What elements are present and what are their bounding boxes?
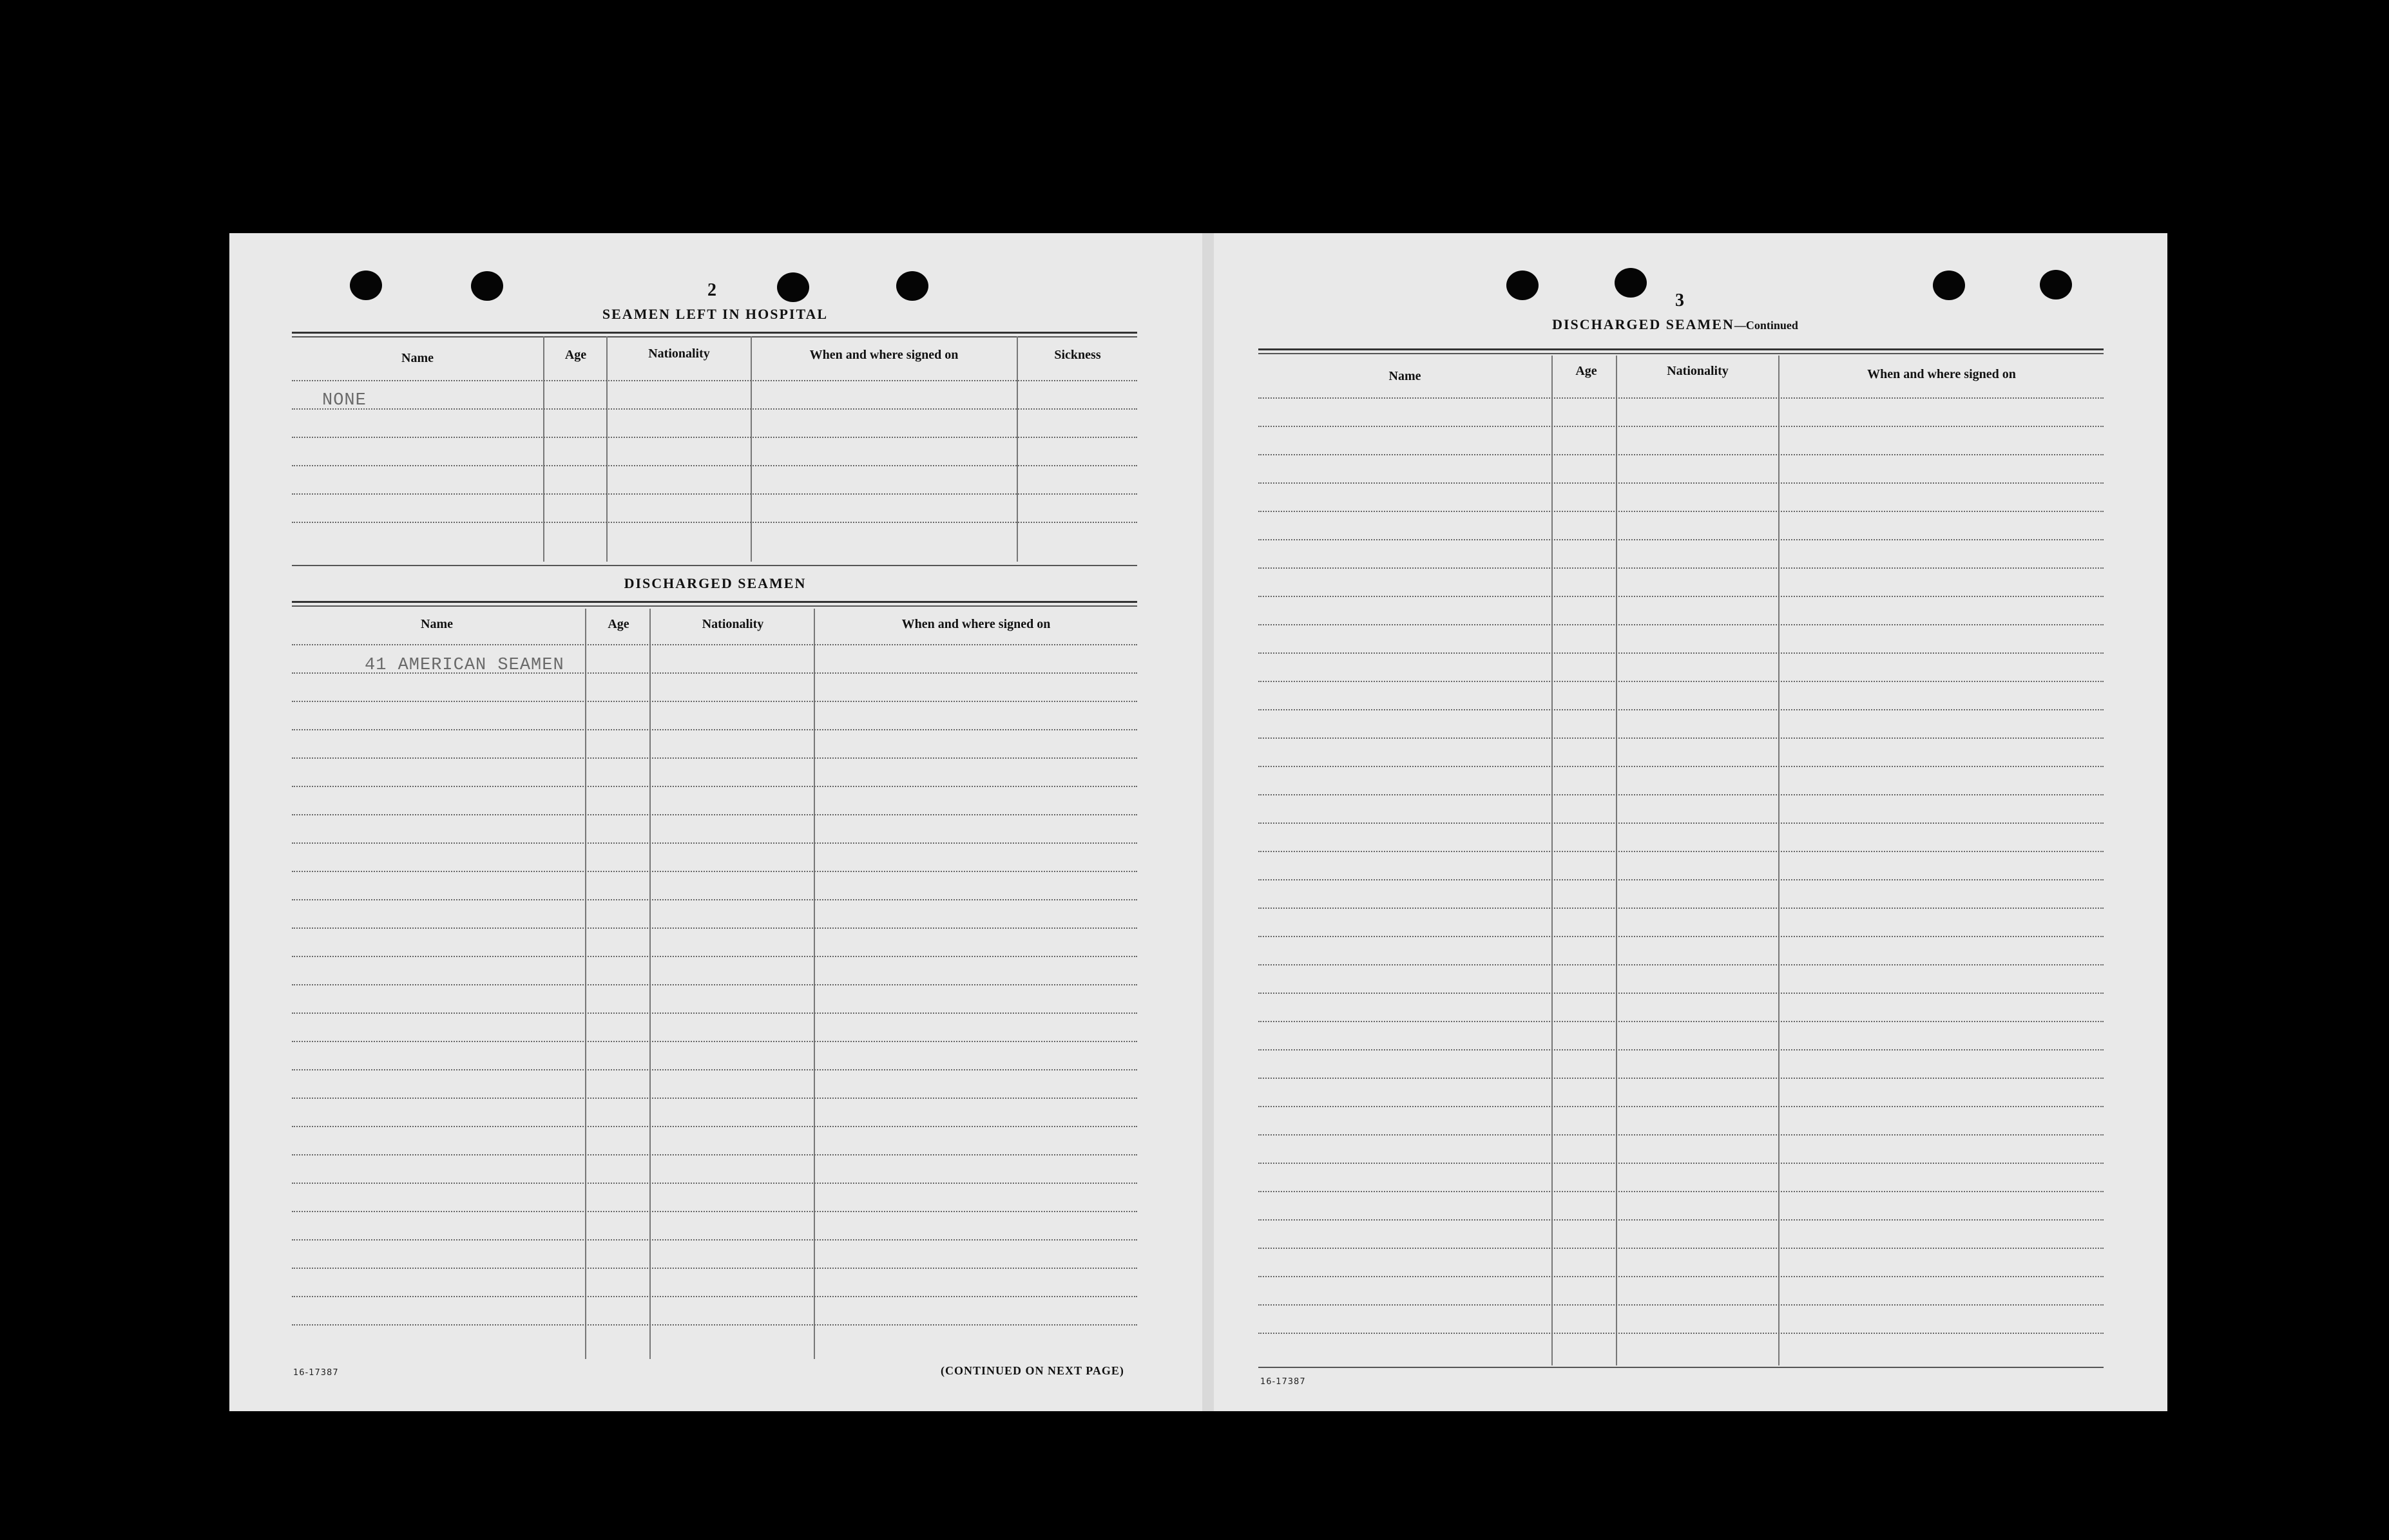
ruled-line <box>292 701 1137 702</box>
ruled-line <box>1258 879 2104 880</box>
ruled-line <box>292 1211 1137 1212</box>
ruled-line <box>1258 1106 2104 1107</box>
rule <box>1258 1367 2104 1368</box>
ruled-line <box>292 1012 1137 1014</box>
discharged-section-title: DISCHARGED SEAMEN <box>624 575 807 591</box>
column-header-age: Age <box>1575 364 1597 378</box>
column-header-name: Name <box>1388 369 1421 383</box>
column-header-sickness: Sickness <box>1054 348 1101 362</box>
ruled-line <box>292 1041 1137 1042</box>
ruled-line <box>1258 1049 2104 1050</box>
ruled-line <box>292 729 1137 730</box>
ruled-line <box>1258 1134 2104 1136</box>
ruled-line <box>1258 1191 2104 1192</box>
ruled-line <box>292 814 1137 815</box>
ruled-line <box>292 493 1137 495</box>
ruled-line <box>1258 426 2104 427</box>
column-header-signed-on: When and where signed on <box>809 348 959 362</box>
ruled-line <box>1258 851 2104 852</box>
column-header-age: Age <box>564 348 587 362</box>
ruled-line <box>292 1239 1137 1241</box>
column-divider <box>606 336 608 562</box>
hospital-entry: NONE <box>322 391 367 410</box>
column-divider <box>1017 336 1018 562</box>
ruled-line <box>1258 737 2104 739</box>
ruled-line <box>292 927 1137 929</box>
column-divider <box>1551 356 1553 1365</box>
rule <box>292 601 1137 603</box>
ruled-line <box>1258 936 2104 937</box>
column-divider <box>1616 356 1617 1365</box>
ruled-line <box>1258 624 2104 625</box>
ruled-line <box>1258 1276 2104 1277</box>
rule <box>292 336 1137 337</box>
ruled-line <box>1258 993 2104 994</box>
punch-hole <box>350 271 382 300</box>
ruled-line <box>292 1069 1137 1070</box>
page-number-left: 2 <box>707 280 716 300</box>
form-code-right: 16-17387 <box>1260 1377 1306 1387</box>
ruled-line <box>1258 1219 2104 1221</box>
ruled-line <box>1258 1163 2104 1164</box>
continued-note: (CONTINUED ON NEXT PAGE) <box>941 1364 1124 1377</box>
ruled-line <box>292 1183 1137 1184</box>
ruled-line <box>292 842 1137 844</box>
rule <box>292 332 1137 334</box>
ruled-line <box>1258 1021 2104 1022</box>
ruled-line <box>1258 1078 2104 1079</box>
ruled-line <box>1258 794 2104 795</box>
rule <box>292 565 1137 566</box>
ruled-line <box>292 408 1137 410</box>
column-header-signed-on: When and where signed on <box>901 617 1051 631</box>
ruled-line <box>292 871 1137 872</box>
left-page <box>229 233 1213 1411</box>
column-divider <box>751 336 752 562</box>
ruled-line <box>1258 596 2104 597</box>
ruled-line <box>292 465 1137 466</box>
column-header-signed-on: When and where signed on <box>1867 367 2016 381</box>
ruled-line <box>292 1296 1137 1297</box>
punch-hole <box>1615 268 1647 298</box>
ruled-line <box>1258 1248 2104 1249</box>
ruled-line <box>292 899 1137 900</box>
punch-hole <box>1933 271 1965 300</box>
ruled-line <box>1258 964 2104 965</box>
ruled-line <box>292 437 1137 438</box>
ruled-line <box>292 757 1137 759</box>
ruled-line <box>1258 567 2104 569</box>
punch-hole <box>2040 270 2072 299</box>
ruled-line <box>292 380 1137 381</box>
ruled-line <box>1258 652 2104 654</box>
ruled-line <box>1258 482 2104 484</box>
punch-hole <box>777 272 809 302</box>
ruled-line <box>292 522 1137 523</box>
ruled-line <box>292 1126 1137 1127</box>
ruled-line <box>1258 454 2104 455</box>
ruled-line <box>1258 1333 2104 1334</box>
column-divider <box>543 336 544 562</box>
right-page-title-suffix: —Continued <box>1734 319 1798 332</box>
column-divider <box>1778 356 1780 1365</box>
punch-hole <box>896 271 928 301</box>
right-page-title <box>1495 316 1856 333</box>
right-page-title-text: DISCHARGED SEAMEN <box>1552 316 1734 332</box>
column-header-name: Name <box>421 617 453 631</box>
punch-hole <box>1506 271 1539 300</box>
ruled-line <box>292 644 1137 645</box>
form-code-left: 16-17387 <box>293 1368 339 1378</box>
hospital-section-title: SEAMEN LEFT IN HOSPITAL <box>602 306 829 322</box>
ruled-line <box>1258 1304 2104 1306</box>
column-header-nationality: Nationality <box>648 347 710 361</box>
ruled-line <box>292 1098 1137 1099</box>
column-header-nationality: Nationality <box>702 617 764 631</box>
punch-hole <box>471 271 503 301</box>
ruled-line <box>1258 822 2104 824</box>
ruled-line <box>1258 397 2104 399</box>
rule <box>1258 353 2104 354</box>
ruled-line <box>292 1268 1137 1269</box>
ruled-line <box>1258 908 2104 909</box>
ruled-line <box>292 984 1137 985</box>
page-gutter <box>1202 233 1214 1411</box>
ruled-line <box>292 1154 1137 1155</box>
discharged-entry: 41 AMERICAN SEAMEN <box>365 656 564 675</box>
ruled-line <box>1258 511 2104 512</box>
column-header-name: Name <box>401 351 434 365</box>
rule <box>292 605 1137 607</box>
ruled-line <box>292 956 1137 957</box>
ruled-line <box>1258 539 2104 540</box>
rule <box>1258 348 2104 350</box>
ruled-line <box>1258 681 2104 682</box>
column-header-nationality: Nationality <box>1667 364 1729 378</box>
ruled-line <box>292 1324 1137 1326</box>
ruled-line <box>1258 709 2104 710</box>
ruled-line <box>292 786 1137 787</box>
page-number-right: 3 <box>1675 290 1684 310</box>
ruled-line <box>1258 766 2104 767</box>
column-header-age: Age <box>608 617 629 631</box>
